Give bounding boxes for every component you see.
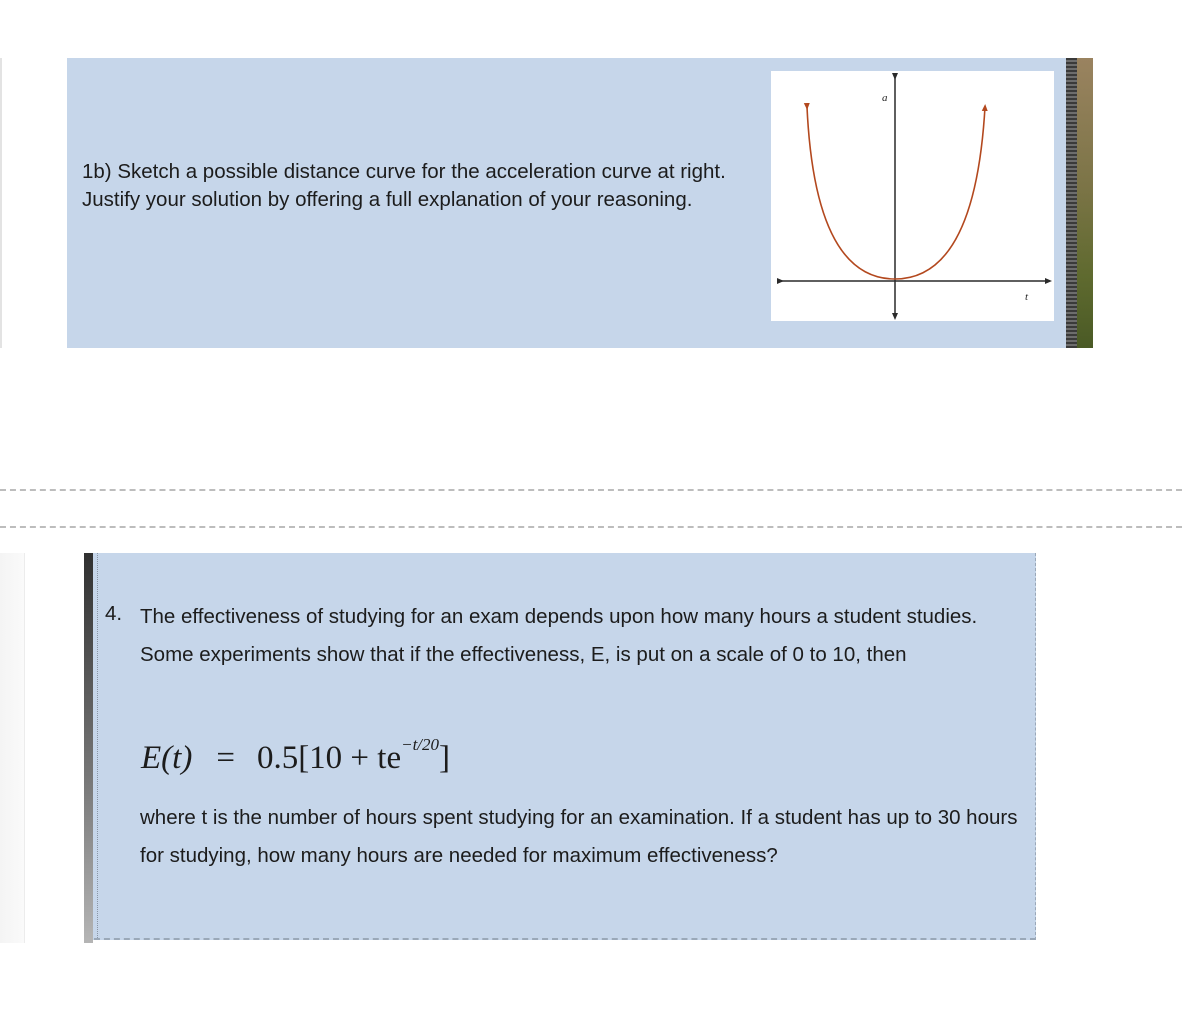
card-border-strip	[1066, 58, 1077, 348]
problem-1b-card	[67, 58, 1066, 348]
formula-exponent: −t/20	[401, 735, 440, 754]
formula-rhs-close: ]	[439, 740, 451, 776]
formula-lhs: E(t)	[141, 740, 193, 776]
problem-4-number: 4.	[105, 602, 123, 625]
dashed-separator-top	[0, 489, 1182, 491]
left-edge-fragment-top	[0, 58, 2, 348]
problem-4-card-dotted-guide	[97, 553, 98, 938]
axis-label-a: a	[882, 92, 888, 104]
acceleration-graph	[771, 71, 1054, 321]
problem-1b-text: 1b) Sketch a possible distance curve for the acceleration curve at right. Justify your solution by offering a full explanation of your reasoning.	[82, 160, 726, 211]
left-edge-fragment-bottom	[0, 553, 25, 943]
acceleration-curve	[807, 107, 985, 279]
formula-rhs-main: 0.5[10 + te	[256, 740, 402, 776]
dashed-separator-bottom	[0, 526, 1182, 528]
problem-4-card-left-border	[84, 553, 93, 943]
formula-equals: =	[216, 740, 235, 776]
axis-label-t: t	[1025, 291, 1029, 303]
acceleration-graph-svg	[771, 71, 1054, 321]
problem-4-text: The effectiveness of studying for an exam depends upon how many hours a student studies. Some experiments show that if the effectiveness, E, is put on a scale of 0 to 10, then	[140, 605, 978, 666]
problem-4-text-after: where t is the number of hours spent studying for an examination. If a student has up to 30 hours for studying, how many hours are needed for maximum effectiveness?	[140, 806, 1018, 867]
photo-edge-strip	[1077, 58, 1093, 348]
effectiveness-formula	[141, 735, 451, 800]
